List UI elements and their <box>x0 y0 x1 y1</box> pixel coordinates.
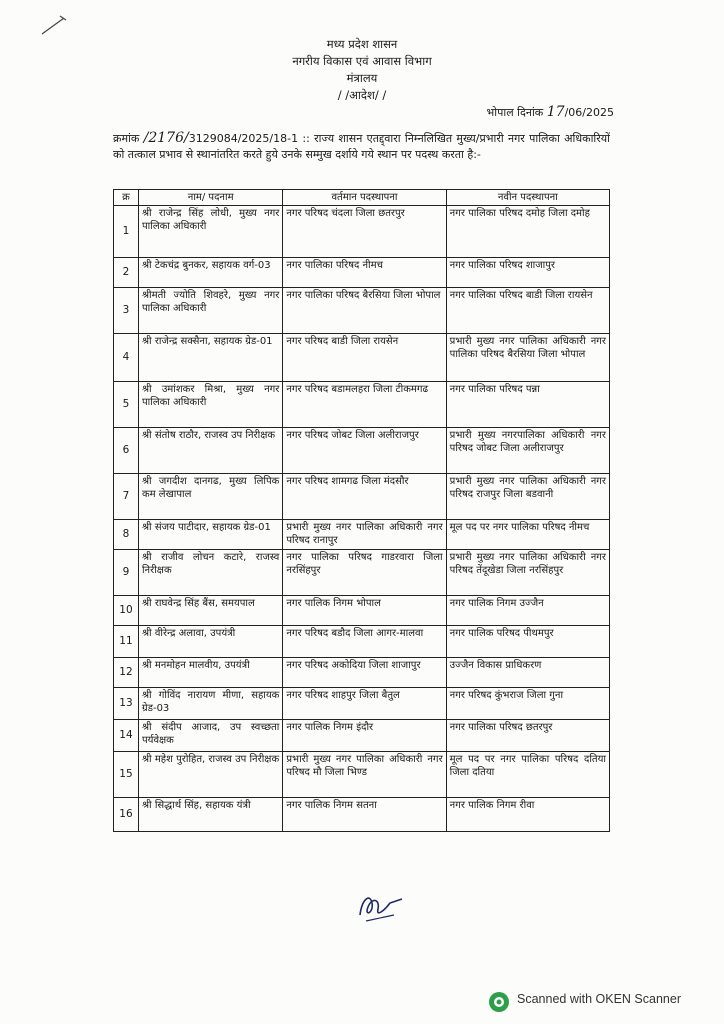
row-name-designation: श्री संतोष राठौर, राजस्व उप निरीक्षक <box>138 428 282 474</box>
row-serial: 11 <box>114 626 139 658</box>
row-current-posting: नगर पालिका परिषद गाडरवारा जिला नरसिंहपुर <box>283 550 446 596</box>
row-serial: 7 <box>114 474 139 520</box>
row-serial: 4 <box>114 334 139 382</box>
order-number-handwritten: /2176/ <box>143 130 189 146</box>
row-serial: 13 <box>114 688 139 720</box>
row-name-designation: श्री मनमोहन मालवीय, उपयंत्री <box>138 658 282 688</box>
row-current-posting: नगर परिषद चंदला जिला छतरपुर <box>283 206 446 258</box>
row-current-posting: नगर परिषद शामगढ जिला मंदसौर <box>283 474 446 520</box>
row-name-designation: श्री टेकचंद्र बुनकर, सहायक वर्ग-03 <box>138 258 282 288</box>
order-intro <box>113 130 610 163</box>
row-current-posting: प्रभारी मुख्य नगर पालिका अधिकारी नगर परिषद रानापुर <box>283 520 446 550</box>
row-current-posting: नगर पालिक निगम सतना <box>283 798 446 832</box>
table-row <box>114 288 610 334</box>
row-name-designation: श्री गोविंद नारायण मीणा, सहायक ग्रेड-03 <box>138 688 282 720</box>
row-current-posting: नगर पालिक निगम भोपाल <box>283 596 446 626</box>
row-name-designation: श्री सिद्धार्थ सिंह, सहायक यंत्री <box>138 798 282 832</box>
row-current-posting: नगर परिषद अकोदिया जिला शाजापुर <box>283 658 446 688</box>
table-row <box>114 258 610 288</box>
row-serial: 9 <box>114 550 139 596</box>
row-new-posting: प्रभारी मुख्य नगर पालिका अधिकारी नगर परिषद राजपुर जिला बडवानी <box>446 474 609 520</box>
table-row <box>114 520 610 550</box>
row-new-posting: प्रभारी मुख्य नगरपालिका अधिकारी नगर परिषद जोबट जिला अलीराजपुर <box>446 428 609 474</box>
table-row <box>114 206 610 258</box>
row-new-posting: नगर परिषद कुंभराज जिला गुना <box>446 688 609 720</box>
row-new-posting: मूल पद पर नगर पालिका परिषद नीमच <box>446 520 609 550</box>
row-new-posting: नगर पालिक निगम रीवा <box>446 798 609 832</box>
intro-text: :: राज्य शासन एतद्द्वारा निम्नलिखित मुख्य/प्रभारी नगर पालिका अधिकारियों को तत्काल प्रभाव से स्थानांतरित करते हुये उनके सम्मुख दर्शाये गये स्थान पर पदस्थ करता है:- <box>113 132 610 161</box>
date-label: भोपाल दिनांक <box>486 106 544 119</box>
row-serial: 2 <box>114 258 139 288</box>
table-row <box>114 626 610 658</box>
row-new-posting: प्रभारी मुख्य नगर पालिका अधिकारी नगर परिषद तेंदूखेडा जिला नरसिंहपुर <box>446 550 609 596</box>
table-row <box>114 334 610 382</box>
order-number-label: क्रमांक <box>113 132 140 145</box>
row-serial: 1 <box>114 206 139 258</box>
row-serial: 6 <box>114 428 139 474</box>
row-new-posting: नगर पालिका परिषद पन्ना <box>446 382 609 428</box>
row-serial: 15 <box>114 752 139 798</box>
row-name-designation: श्री राघवेन्द्र सिंह बैंस, समयपाल <box>138 596 282 626</box>
date-rest: /06/2025 <box>564 106 614 119</box>
row-new-posting: प्रभारी मुख्य नगर पालिका अधिकारी नगर पालिका परिषद बैरसिया जिला भोपाल <box>446 334 609 382</box>
signature-icon <box>350 885 410 925</box>
table-row <box>114 428 610 474</box>
row-name-designation: श्री महेश पुरोहित, राजस्व उप निरीक्षक <box>138 752 282 798</box>
row-name-designation: श्री संजय पाटीदार, सहायक ग्रेड-01 <box>138 520 282 550</box>
table-row <box>114 382 610 428</box>
table-header-row <box>114 190 610 206</box>
table-row <box>114 688 610 720</box>
row-new-posting: नगर पालिका परिषद शाजापुर <box>446 258 609 288</box>
row-serial: 14 <box>114 720 139 752</box>
pen-mark-icon <box>38 12 70 38</box>
row-current-posting: नगर परिषद जोबट जिला अलीराजपुर <box>283 428 446 474</box>
table-row <box>114 596 610 626</box>
transfer-table <box>113 189 610 832</box>
row-name-designation: श्री वीरेन्द्र अलावा, उपयंत्री <box>138 626 282 658</box>
table-row <box>114 798 610 832</box>
row-current-posting: नगर परिषद शाहपुर जिला बैतुल <box>283 688 446 720</box>
col-header-current: वर्तमान पदस्थापना <box>283 190 446 206</box>
row-current-posting: नगर परिषद बडामलहरा जिला टीकमगढ <box>283 382 446 428</box>
row-current-posting: नगर पालिक निगम इंदौर <box>283 720 446 752</box>
date-day: 17 <box>546 104 565 120</box>
row-current-posting: नगर परिषद बडौद जिला आगर-मालवा <box>283 626 446 658</box>
col-header-sn: क्र <box>114 190 139 206</box>
row-current-posting: नगर पालिका परिषद बैरसिया जिला भोपाल <box>283 288 446 334</box>
row-name-designation: श्री उमांशकर मिश्रा, मुख्य नगर पालिका अधिकारी <box>138 382 282 428</box>
row-name-designation: श्री राजीव लोचन कटारे, राजस्व निरीक्षक <box>138 550 282 596</box>
table-row <box>114 550 610 596</box>
govt-name: मध्य प्रदेश शासन <box>326 37 398 51</box>
row-serial: 10 <box>114 596 139 626</box>
row-new-posting: नगर पालिका परिषद छतरपुर <box>446 720 609 752</box>
row-serial: 3 <box>114 288 139 334</box>
row-new-posting: नगर पालिका परिषद दमोह जिला दमोह <box>446 206 609 258</box>
row-name-designation: श्री राजेन्द्र सक्सैना, सहायक ग्रेड-01 <box>138 334 282 382</box>
col-header-name: नाम/ पदनाम <box>138 190 282 206</box>
row-current-posting: प्रभारी मुख्य नगर पालिका अधिकारी नगर परिषद मौ जिला भिण्ड <box>283 752 446 798</box>
table-row <box>114 720 610 752</box>
table-row <box>114 474 610 520</box>
table-body <box>114 206 610 832</box>
table-row <box>114 752 610 798</box>
col-header-new: नवीन पदस्थापना <box>446 190 609 206</box>
letterhead <box>0 36 724 104</box>
row-name-designation: श्री राजेन्द्र सिंह लोधी, मुख्य नगर पालिका अधिकारी <box>138 206 282 258</box>
row-serial: 16 <box>114 798 139 832</box>
row-current-posting: नगर परिषद बाडी जिला रायसेन <box>283 334 446 382</box>
row-new-posting: उज्जैन विकास प्राधिकरण <box>446 658 609 688</box>
row-name-designation: श्री जगदीश दानगढ, मुख्य लिपिक कम लेखापाल <box>138 474 282 520</box>
row-serial: 12 <box>114 658 139 688</box>
row-new-posting: मूल पद पर नगर पालिका परिषद दतिया जिला दतिया <box>446 752 609 798</box>
row-new-posting: नगर पालिका परिषद बाडी जिला रायसेन <box>446 288 609 334</box>
row-current-posting: नगर पालिका परिषद नीमच <box>283 258 446 288</box>
order-number: 3129084/2025/18-1 <box>188 132 299 145</box>
row-new-posting: नगर पालिक परिषद पीथमपुर <box>446 626 609 658</box>
order-heading: / /आदेश/ / <box>337 88 387 102</box>
row-name-designation: श्री संदीप आजाद, उप स्वच्छता पर्यवेक्षक <box>138 720 282 752</box>
oken-scanner-logo-icon <box>488 991 510 1013</box>
row-serial: 5 <box>114 382 139 428</box>
scanner-watermark: Scanned with OKEN Scanner <box>517 992 681 1006</box>
department-name: नगरीय विकास एवं आवास विभाग <box>292 54 432 68</box>
ministry-label: मंत्रालय <box>346 71 378 85</box>
row-new-posting: नगर पालिक निगम उज्जैन <box>446 596 609 626</box>
row-serial: 8 <box>114 520 139 550</box>
row-name-designation: श्रीमती ज्योति शिवहरे, मुख्य नगर पालिका अधिकारी <box>138 288 282 334</box>
order-date <box>487 104 614 120</box>
table-row <box>114 658 610 688</box>
